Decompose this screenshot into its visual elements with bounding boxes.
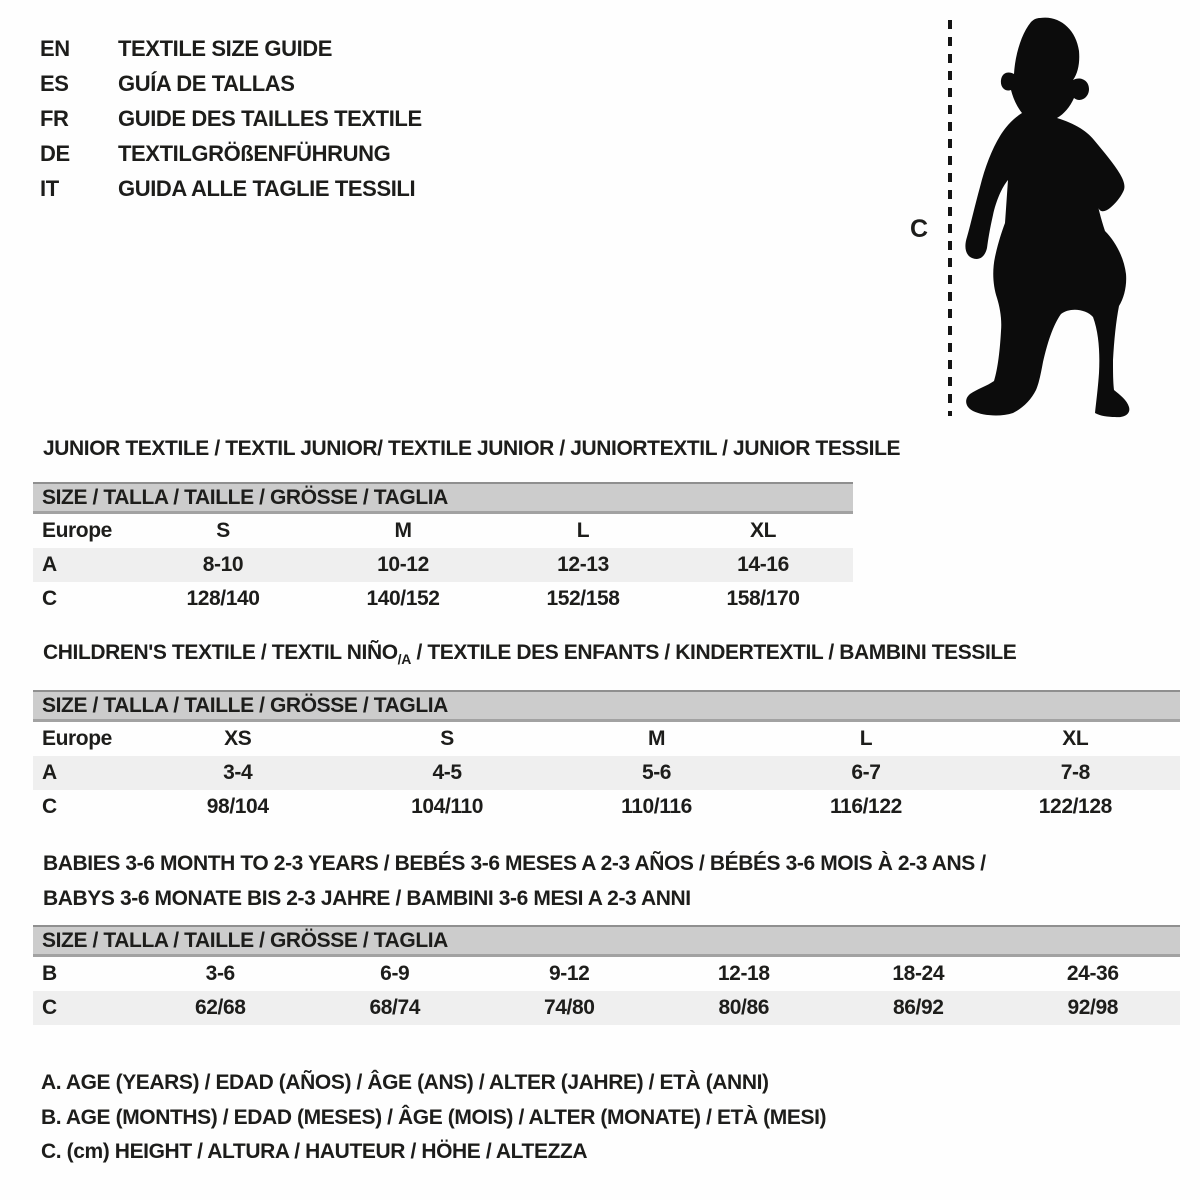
lang-row-it bbox=[40, 176, 422, 211]
table-cell: 92/98 bbox=[1067, 996, 1119, 1019]
table-cell: 140/152 bbox=[366, 587, 440, 610]
size-header-bar: SIZE / TALLA / TAILLE / GRÖSSE / TAGLIA bbox=[33, 925, 1180, 957]
title-line-2: BABYS 3-6 MONATE BIS 2-3 JAHRE / BAMBINI 3-6 MESI A 2-3 ANNI bbox=[43, 887, 691, 910]
table-cell: 6-7 bbox=[851, 761, 881, 784]
table-body bbox=[33, 514, 853, 616]
table-body bbox=[33, 957, 1180, 1025]
table-cell: 5-6 bbox=[641, 761, 672, 784]
lang-row-es bbox=[40, 71, 422, 106]
table-cell: 10-12 bbox=[377, 553, 429, 576]
table-cell: M bbox=[647, 727, 666, 750]
lang-code: EN bbox=[40, 36, 70, 61]
table-row bbox=[33, 548, 853, 582]
table-cell: L bbox=[576, 519, 590, 542]
row-label: B bbox=[42, 962, 57, 985]
lang-label: TEXTILE SIZE GUIDE bbox=[118, 36, 333, 61]
lang-label: GUIDA ALLE TAGLIE TESSILI bbox=[118, 176, 416, 201]
height-measure-label: C bbox=[910, 215, 929, 243]
table-cell: 122/128 bbox=[1038, 795, 1112, 818]
children-size-table bbox=[33, 690, 1180, 824]
table-row bbox=[33, 957, 1180, 991]
table-cell: 4-5 bbox=[432, 761, 462, 784]
table-cell: 8-10 bbox=[202, 553, 244, 576]
lang-code: IT bbox=[40, 176, 59, 201]
lang-row-en bbox=[40, 36, 422, 71]
title-line-1: BABIES 3-6 MONTH TO 2-3 YEARS / BEBÉS 3-6 MESES A 2-3 AÑOS / BÉBÉS 3-6 MOIS À 2-3 ANS / bbox=[43, 852, 986, 875]
legend-line-c: C. (cm) HEIGHT / ALTURA / HAUTEUR / HÖHE / ALTEZZA bbox=[41, 1140, 588, 1163]
lang-row-de bbox=[40, 141, 422, 176]
size-header-bar: SIZE / TALLA / TAILLE / GRÖSSE / TAGLIA bbox=[33, 482, 853, 514]
size-header-bar: SIZE / TALLA / TAILLE / GRÖSSE / TAGLIA bbox=[33, 690, 1180, 722]
table-cell: 18-24 bbox=[892, 962, 945, 985]
table-cell: S bbox=[440, 727, 454, 750]
title-text: / TEXTILE DES ENFANTS / KINDERTEXTIL / BAMBINI TESSILE bbox=[411, 641, 1017, 664]
title-subscript: /A bbox=[397, 651, 412, 667]
row-label: Europe bbox=[42, 519, 112, 542]
lang-label: GUÍA DE TALLAS bbox=[118, 71, 295, 96]
legend-line-a: A. AGE (YEARS) / EDAD (AÑOS) / ÂGE (ANS) / ALTER (JAHRE) / ETÀ (ANNI) bbox=[41, 1071, 769, 1094]
table-cell: 3-6 bbox=[205, 962, 235, 985]
table-cell: 3-4 bbox=[223, 761, 253, 784]
junior-size-table bbox=[33, 482, 853, 616]
lang-code: ES bbox=[40, 71, 69, 96]
table-cell: 158/170 bbox=[726, 587, 800, 610]
row-label: C bbox=[42, 587, 57, 610]
table-cell: 12-18 bbox=[717, 962, 770, 985]
table-cell: L bbox=[859, 727, 873, 750]
row-label: C bbox=[42, 795, 57, 818]
table-cell: XL bbox=[749, 519, 777, 542]
table-cell: 98/104 bbox=[206, 795, 269, 818]
row-label: C bbox=[42, 996, 57, 1019]
junior-section-title: JUNIOR TEXTILE / TEXTIL JUNIOR/ TEXTILE JUNIOR / JUNIORTEXTIL / JUNIOR TESSILE bbox=[43, 437, 901, 460]
title-text: CHILDREN'S TEXTILE / TEXTIL NIÑO bbox=[43, 641, 398, 664]
row-label: A bbox=[42, 553, 57, 576]
table-cell: 86/92 bbox=[892, 996, 944, 1019]
table-cell: 110/116 bbox=[621, 795, 692, 818]
table-body bbox=[33, 722, 1180, 824]
babies-size-table bbox=[33, 925, 1180, 1025]
language-title-list bbox=[40, 36, 422, 211]
table-cell: 128/140 bbox=[186, 587, 260, 610]
table-row bbox=[33, 991, 1180, 1025]
table-cell: 152/158 bbox=[546, 587, 620, 610]
dashed-measure-line bbox=[948, 20, 952, 416]
table-row bbox=[33, 722, 1180, 756]
lang-label: TEXTILGRÖßENFÜHRUNG bbox=[118, 141, 391, 166]
table-cell: 9-12 bbox=[549, 962, 590, 985]
table-cell: 6-9 bbox=[380, 962, 410, 985]
table-row bbox=[33, 790, 1180, 824]
toddler-silhouette-icon bbox=[962, 10, 1142, 420]
table-row bbox=[33, 582, 853, 616]
table-cell: 24-36 bbox=[1066, 962, 1119, 985]
table-cell: XL bbox=[1062, 727, 1089, 750]
legend-line-b: B. AGE (MONTHS) / EDAD (MESES) / ÂGE (MOIS) / ALTER (MONATE) / ETÀ (MESI) bbox=[41, 1105, 827, 1129]
lang-code: FR bbox=[40, 106, 69, 131]
table-cell: XS bbox=[224, 727, 252, 750]
legend bbox=[41, 1071, 826, 1175]
children-section-title bbox=[43, 641, 1016, 666]
table-cell: 68/74 bbox=[369, 996, 421, 1019]
table-cell: M bbox=[394, 519, 412, 542]
table-cell: 104/110 bbox=[411, 795, 484, 818]
table-cell: S bbox=[216, 519, 230, 542]
table-cell: 116/122 bbox=[829, 795, 902, 818]
lang-row-fr bbox=[40, 106, 422, 141]
table-cell: 14-16 bbox=[737, 553, 789, 576]
table-cell: 62/68 bbox=[194, 996, 246, 1019]
lang-label: GUIDE DES TAILLES TEXTILE bbox=[118, 106, 422, 131]
table-row bbox=[33, 756, 1180, 790]
row-label: Europe bbox=[42, 727, 112, 750]
row-label: A bbox=[42, 761, 57, 784]
table-cell: 12-13 bbox=[557, 553, 609, 576]
table-cell: 7-8 bbox=[1060, 761, 1090, 784]
lang-code: DE bbox=[40, 141, 70, 166]
table-cell: 80/86 bbox=[718, 996, 770, 1019]
table-row bbox=[33, 514, 853, 548]
babies-section-title bbox=[43, 846, 986, 916]
table-cell: 74/80 bbox=[543, 996, 595, 1019]
